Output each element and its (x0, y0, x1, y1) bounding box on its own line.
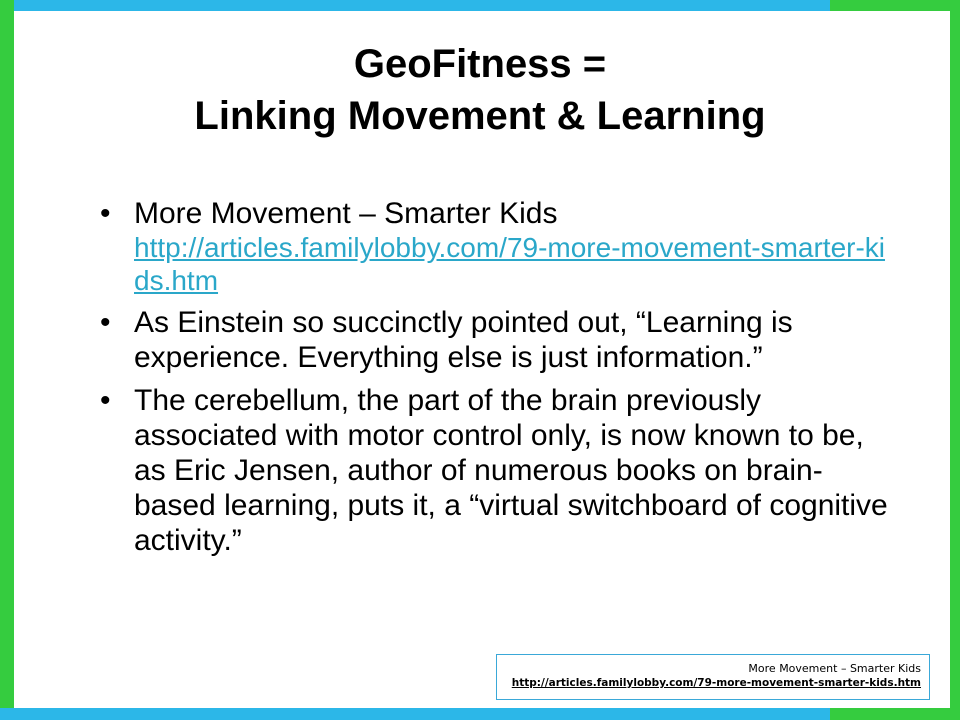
source-note-link[interactable]: http://articles.familylobby.com/79-more-movement-smarter-kids.htm (511, 677, 921, 689)
bullet-marker: • (100, 306, 111, 339)
bullet-marker: • (100, 197, 111, 230)
left-border-green (0, 0, 14, 720)
bullet-marker: • (100, 384, 111, 417)
bullet-text: More Movement – Smarter Kids (134, 197, 558, 230)
bullet-list (100, 196, 900, 566)
bullet-item (100, 305, 900, 375)
slide-title-line-2: Linking Movement & Learning (194, 94, 766, 138)
slide-title-line-1: GeoFitness = (353, 42, 607, 86)
slide-title (40, 38, 920, 142)
source-note-title: More Movement – Smarter Kids (748, 662, 921, 675)
bullet-item (100, 383, 900, 558)
source-note-box (496, 654, 930, 700)
top-border-blue (0, 0, 830, 11)
right-border-green (950, 0, 960, 720)
bullet-text: As Einstein so succinctly pointed out, “Learning is experience. Everything else is just information.” (134, 306, 793, 374)
bullet-text: The cerebellum, the part of the brain previously associated with motor control only, is now known to be, as Eric Jensen, author of numerous books on brain-based learning, puts it, a “virtual switchboard of cognitive activity.” (134, 384, 888, 557)
bottom-border-green (830, 708, 960, 720)
top-border-green (830, 0, 960, 11)
article-link[interactable]: http://articles.familylobby.com/79-more-movement-smarter-kids.htm (134, 232, 886, 296)
bottom-border-blue (0, 708, 830, 720)
bullet-item (100, 196, 900, 297)
